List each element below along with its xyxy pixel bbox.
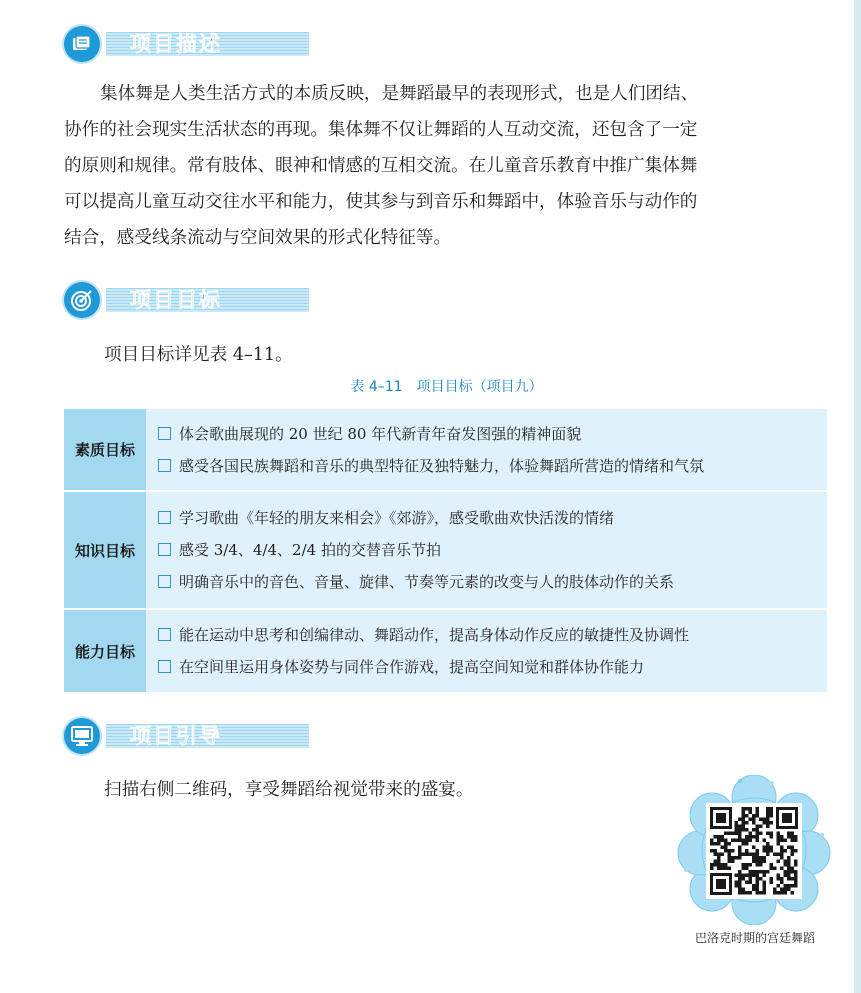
section-header-goals [64, 282, 254, 318]
row-items [146, 609, 827, 692]
paragraph-line: 的原则和规律。常有肢体、眼神和情感的互相交流。在儿童音乐教育中推广集体舞 [64, 156, 698, 176]
list-item: 明确音乐中的音色、音量、旋律、节奏等元素的改变与人的肢体动作的关系 [158, 566, 827, 598]
paragraph-line: 协作的社会现实生活状态的再现。集体舞不仅让舞蹈的人互动交流，还包含了一定 [64, 120, 698, 140]
checkbox-icon [158, 511, 171, 524]
row-category: 知识目标 [64, 491, 146, 609]
checkbox-icon [158, 628, 171, 641]
section-header-guide [64, 718, 254, 754]
section-title: 项目目标 [130, 288, 222, 312]
checkbox-icon [158, 575, 171, 588]
section-title: 项目引导 [130, 724, 222, 748]
target-icon [64, 282, 100, 318]
guide-text: 扫描右侧二维码，享受舞蹈给视觉带来的盛宴。 [104, 780, 474, 800]
page-edge-bar [854, 0, 861, 993]
table-row [64, 609, 827, 692]
qr-caption: 巴洛克时期的宫廷舞蹈 [694, 931, 815, 945]
section-header-description [64, 26, 254, 62]
list-item: 感受各国民族舞蹈和音乐的典型特征及独特魅力，体验舞蹈所营造的情绪和气氛 [158, 450, 827, 482]
list-item: 能在运动中思考和创编律动、舞蹈动作，提高身体动作反应的敏捷性及协调性 [158, 619, 827, 651]
row-items [146, 491, 827, 609]
qr-code-badge[interactable] [676, 775, 832, 925]
row-category: 能力目标 [64, 609, 146, 692]
paragraph-line: 结合，感受线条流动与空间效果的形式化特征等。 [64, 228, 452, 248]
row-items [146, 409, 827, 491]
list-item: 学习歌曲《年轻的朋友来相会》《郊游》，感受歌曲欢快活泼的情绪 [158, 502, 827, 534]
checkbox-icon [158, 543, 171, 556]
monitor-icon [64, 718, 100, 754]
section-title: 项目描述 [130, 32, 222, 56]
checkbox-icon [158, 427, 171, 440]
table-caption: 表 4–11 项目目标（项目九） [350, 379, 543, 395]
goals-intro: 项目目标详见表 4–11。 [104, 345, 293, 365]
checkbox-icon [158, 660, 171, 673]
checkbox-icon [158, 459, 171, 472]
table-row [64, 491, 827, 609]
paragraph-line: 可以提高儿童互动交往水平和能力，使其参与到音乐和舞蹈中，体验音乐与动作的 [64, 192, 698, 212]
table-row [64, 409, 827, 491]
list-item: 感受 3/4、4/4、2/4 拍的交替音乐节拍 [158, 534, 827, 566]
paragraph-line: 集体舞是人类生活方式的本质反映，是舞蹈最早的表现形式，也是人们团结、 [100, 84, 699, 104]
row-category: 素质目标 [64, 409, 146, 491]
list-item: 在空间里运用身体姿势与同伴合作游戏，提高空间知觉和群体协作能力 [158, 651, 827, 683]
qr-code-icon [676, 775, 832, 925]
list-item: 体会歌曲展现的 20 世纪 80 年代新青年奋发图强的精神面貌 [158, 418, 827, 450]
description-paragraph [64, 76, 830, 256]
goals-table [64, 409, 827, 692]
book-icon [64, 26, 100, 62]
